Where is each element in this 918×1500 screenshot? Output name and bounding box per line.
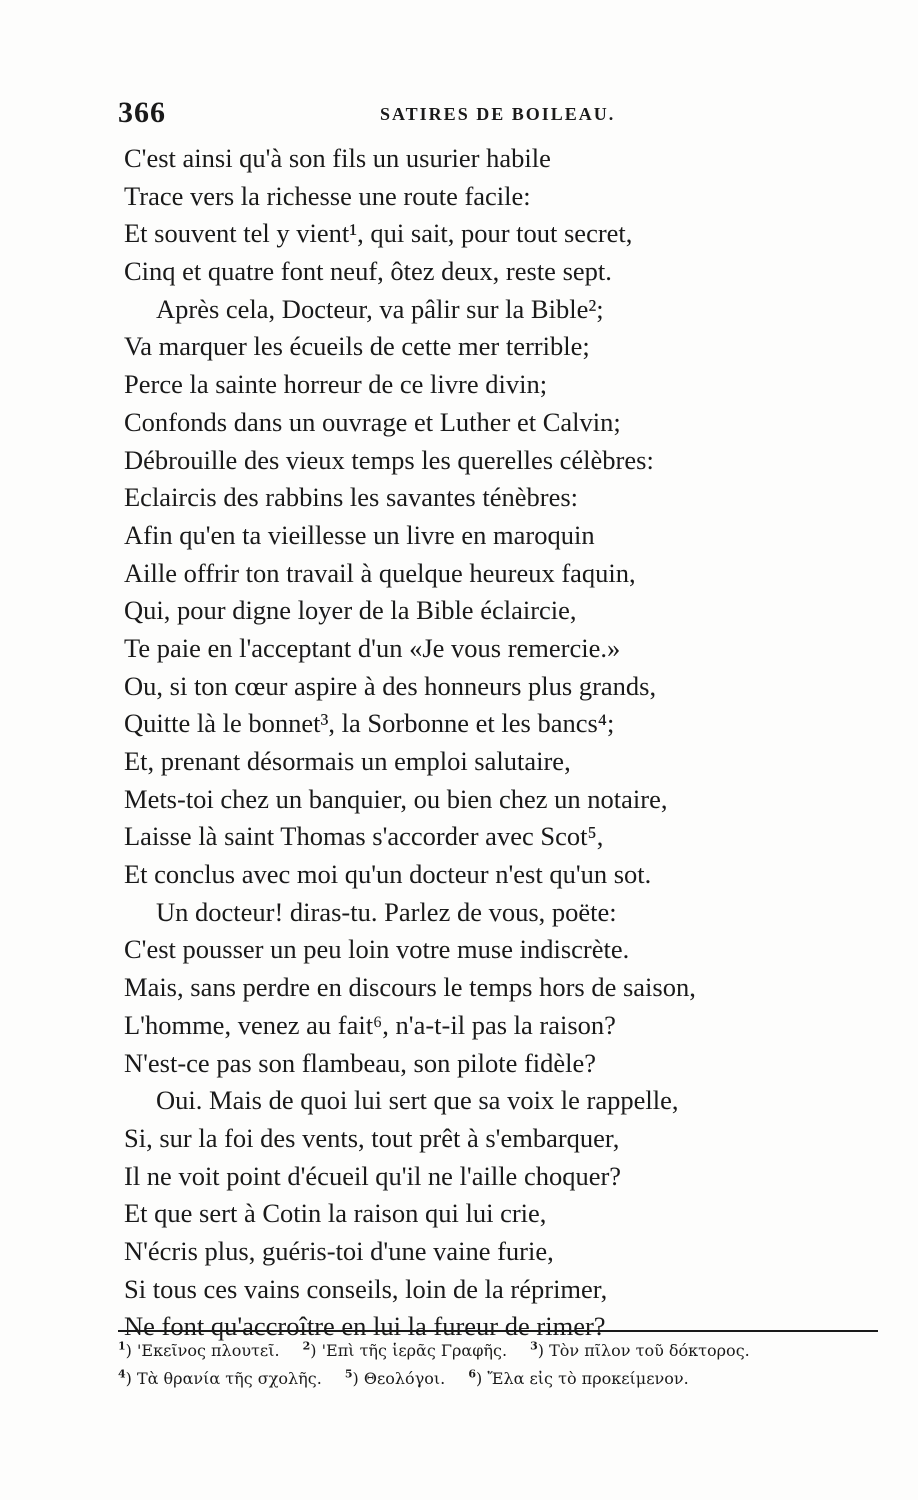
footnote-number: 6 [468,1368,476,1381]
verse-line: Un docteur! diras-tu. Parlez de vous, poëte: [156,896,617,927]
verse-line: Débrouille des vieux temps les querelles célèbres: [124,444,654,475]
verse-line: Va marquer les écueils de cette mer terrible; [124,331,590,362]
page-number: 366 [118,96,166,129]
verse-line: L'homme, venez au fait⁶, n'a-t-il pas la raison? [124,1009,616,1040]
footnote: $^5$) Θεολόγοι. [344,1368,446,1389]
footnotes [118,1333,878,1389]
verse-line: Après cela, Docteur, va pâlir sur la Bible²; [156,293,604,324]
poem-text [124,140,884,1346]
verse-line: Confonds dans un ouvrage et Luther et Calvin; [124,406,621,437]
footnote: $^4$) Τὰ θρανία τῆς σχολῆς. [118,1368,322,1389]
verse-line: C'est pousser un peu loin votre muse indiscrète. [124,934,630,965]
verse-line: N'est-ce pas son flambeau, son pilote fidèle? [124,1047,597,1078]
footnote-line [118,1333,878,1361]
verse-line: Afin qu'en ta vieillesse un livre en maroquin [124,519,595,550]
footnote-number: 4 [118,1368,126,1381]
verse-line: Et souvent tel y vient¹, qui sait, pour tout secret, [124,218,633,249]
footnote-text: Ἔλα εἰς τὸ προκείμενον. [487,1369,689,1389]
footnote-text: 'Εκεῖνος πλουτεῖ. [136,1341,280,1361]
verse-line: Il ne voit point d'écueil qu'il ne l'aille choquer? [124,1160,622,1191]
footnote-number: 5 [344,1368,353,1381]
footnote-text: 'Επὶ τῆς ἱερᾶς Γραφῆς. [321,1341,508,1361]
verse-line: Cinq et quatre font neuf, ôtez deux, reste sept. [124,256,612,287]
verse-line: Te paie en l'acceptant d'un «Je vous remercie.» [124,632,621,663]
footnote-number: 3 [530,1340,538,1353]
verse-line: Perce la sainte horreur de ce livre divin; [124,369,548,400]
verse-line: Mais, sans perdre en discours le temps hors de saison, [124,972,696,1003]
footnote-text: Θεολόγοι. [363,1369,446,1389]
verse-line: N'écris plus, guéris-toi d'une vaine furie, [124,1235,554,1266]
footnote-rule [118,1330,878,1332]
footnote: $^6$) Ἔλα εἰς τὸ προκείμενον. [468,1368,689,1389]
verse-line: Eclaircis des rabbins les savantes ténèbres: [124,482,579,513]
verse-line: Ou, si ton cœur aspire à des honneurs plus grands, [124,670,657,701]
verse-line: Et que sert à Cotin la raison qui lui crie, [124,1198,547,1229]
verse-line: Et, prenant désormais un emploi salutaire, [124,746,571,776]
footnote-number: 2 [302,1340,311,1353]
footnote: $^1$) 'Εκεῖνος πλουτεῖ. [118,1340,280,1361]
verse-line: Oui. Mais de quoi lui sert que sa voix le rappelle, [156,1085,679,1116]
verse-line: Aille offrir ton travail à quelque heureux faquin, [124,557,636,588]
page-header [118,96,878,136]
verse-line: Trace vers la richesse une route facile: [124,180,531,211]
footnote-text: Τὸν πῖλον τοῦ δόκτορος. [549,1341,750,1361]
footnote: $^2$) 'Επὶ τῆς ἱερᾶς Γραφῆς. [302,1340,508,1361]
verse-line: Ne font qu'accroître en lui la fureur de rimer? [124,1311,606,1342]
verse-line: Et conclus avec moi qu'un docteur n'est qu'un sot. [124,859,652,890]
footnote-text: Τὰ θρανία τῆς σχολῆς. [136,1369,322,1389]
verse-line: Qui, pour digne loyer de la Bible éclaircie, [124,595,577,626]
footnote: $^3$) Τὸν πῖλον τοῦ δόκτορος. [530,1340,750,1361]
verse-line: Quitte là le bonnet³, la Sorbonne et les bancs⁴; [124,708,615,739]
verse-line: Laisse là saint Thomas s'accorder avec Scot⁵, [124,821,604,852]
footnote-number: 1 [118,1340,126,1353]
verse-line: Mets-toi chez un banquier, ou bien chez un notaire, [124,783,668,814]
running-title: SATIRES DE BOILEAU. [380,104,616,124]
verse-line: Si, sur la foi des vents, tout prêt à s'embarquer, [124,1122,620,1153]
verse-line: C'est ainsi qu'à son fils un usurier habile [124,143,551,173]
footnote-line [118,1361,878,1389]
verse-line: Si tous ces vains conseils, loin de la réprimer, [124,1273,608,1304]
